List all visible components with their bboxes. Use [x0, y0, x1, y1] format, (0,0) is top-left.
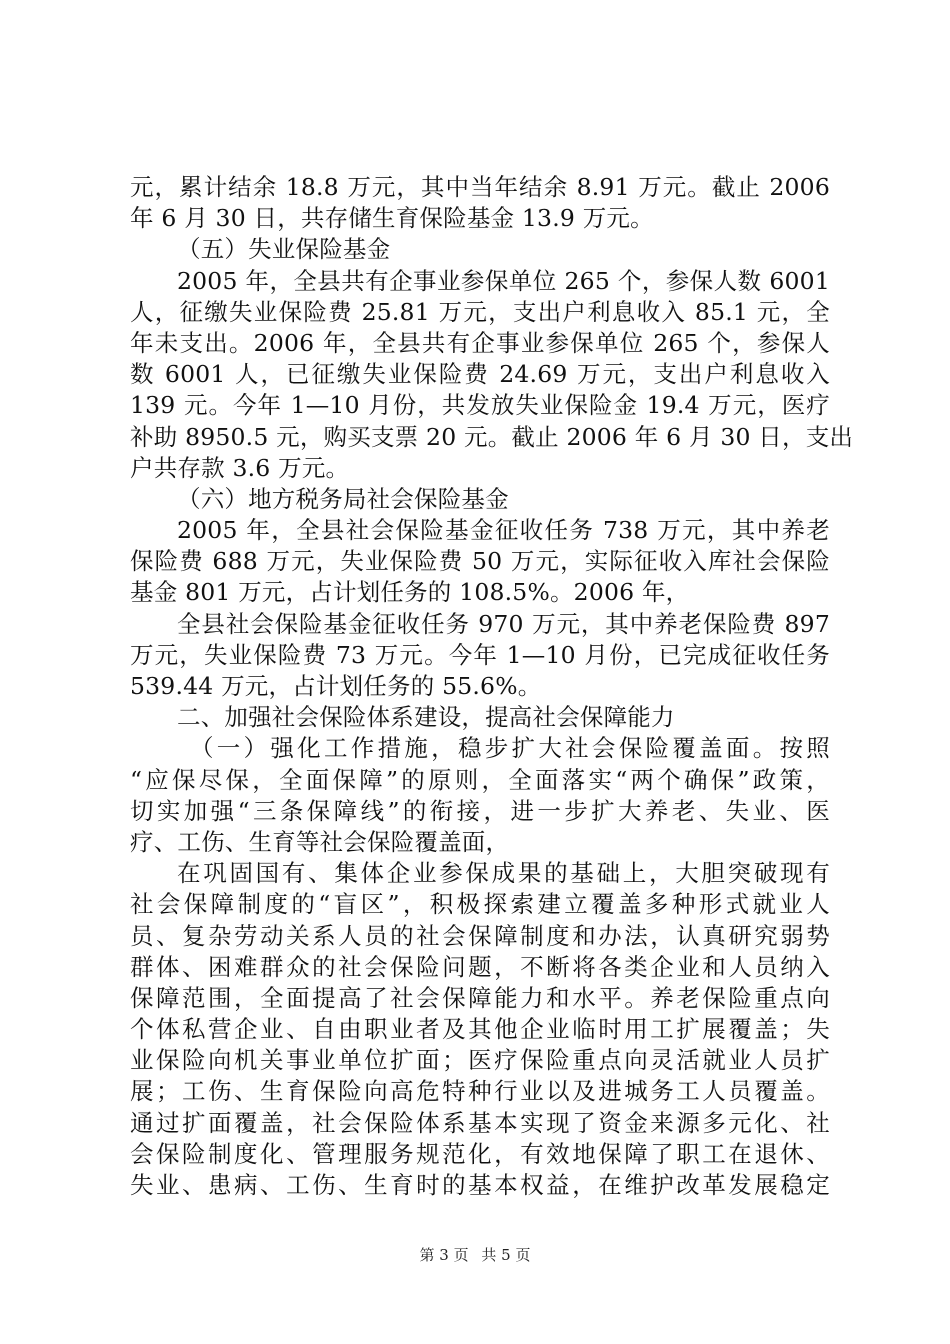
text-line: 在巩固国有、集体企业参保成果的基础上，大胆突破现有 — [177, 859, 830, 888]
document-body — [130, 172, 854, 1201]
text-line: 疗、工伤、生育等社会保险覆盖面， — [130, 827, 510, 856]
subsection-heading: （一）强化工作措施，稳步扩大社会保险覆盖面。按照 — [190, 734, 830, 763]
page-number: 第 3 页 — [419, 1246, 469, 1264]
text-line: 139 元。今年 1—10 月份，共发放失业保险金 19.4 万元，医疗 — [130, 391, 830, 420]
text-line: 户共存款 3.6 万元。 — [130, 453, 350, 482]
text-line: “应保尽保，全面保障”的原则，全面落实“两个确保”政策， — [130, 765, 830, 794]
section-heading: 二、加强社会保险体系建设，提高社会保障能力 — [177, 703, 675, 732]
text-line: 保障范围，全面提高了社会保障能力和水平。养老保险重点向 — [130, 983, 830, 1012]
section-heading: （五）失业保险基金 — [177, 235, 391, 264]
text-line: 年未支出。2006 年，全县共有企事业参保单位 265 个，参保人 — [130, 328, 830, 357]
text-line: 539.44 万元，占计划任务的 55.6%。 — [130, 672, 542, 700]
text-line: 保险费 688 万元，失业保险费 50 万元，实际征收入库社会保险 — [130, 547, 830, 576]
text-line: 万元，失业保险费 73 万元。今年 1—10 月份，已完成征收任务 — [130, 640, 830, 669]
text-line: 人，征缴失业保险费 25.81 万元，支出户利息收入 85.1 元，全 — [130, 297, 830, 326]
text-line: 会保险制度化、管理服务规范化，有效地保障了职工在退休、 — [130, 1139, 830, 1168]
text-line: 个体私营企业、自由职业者及其他企业临时用工扩展覆盖；失 — [130, 1015, 830, 1044]
text-line: 年 6 月 30 日，共存储生育保险基金 13.9 万元。 — [130, 204, 654, 233]
text-line: 基金 801 万元，占计划任务的 108.5%。2006 年， — [130, 578, 690, 607]
page-footer — [0, 1244, 950, 1265]
text-line: 2005 年，全县共有企事业参保单位 265 个，参保人数 6001 — [177, 266, 830, 295]
text-line: 失业、患病、工伤、生育时的基本权益，在维护改革发展稳定 — [130, 1171, 830, 1199]
text-line: 切实加强“三条保障线”的衔接，进一步扩大养老、失业、医 — [130, 796, 830, 825]
text-line: 全县社会保险基金征收任务 970 万元，其中养老保险费 897 — [177, 609, 830, 638]
text-line: 元，累计结余 18.8 万元，其中当年结余 8.91 万元。截止 2006 — [130, 173, 830, 201]
page-total: 共 5 页 — [481, 1246, 531, 1264]
text-line: 补助 8950.5 元，购买支票 20 元。截止 2006 年 6 月 30 日，支出 — [130, 422, 854, 451]
text-line: 展；工伤、生育保险向高危特种行业以及进城务工人员覆盖。 — [130, 1077, 830, 1106]
text-line: 社会保障制度的“盲区”，积极探索建立覆盖多种形式就业人 — [130, 890, 830, 919]
text-line: 通过扩面覆盖，社会保险体系基本实现了资金来源多元化、社 — [130, 1108, 830, 1137]
section-heading: （六）地方税务局社会保险基金 — [177, 484, 509, 513]
text-line: 2005 年，全县社会保险基金征收任务 738 万元，其中养老 — [177, 516, 830, 545]
text-line: 群体、困难群众的社会保险问题，不断将各类企业和人员纳入 — [130, 952, 830, 981]
text-line: 员、复杂劳动关系人员的社会保障制度和办法，认真研究弱势 — [130, 921, 830, 950]
text-line: 数 6001 人，已征缴失业保险费 24.69 万元，支出户利息收入 — [130, 360, 830, 389]
text-line: 业保险向机关事业单位扩面；医疗保险重点向灵活就业人员扩 — [130, 1046, 830, 1075]
